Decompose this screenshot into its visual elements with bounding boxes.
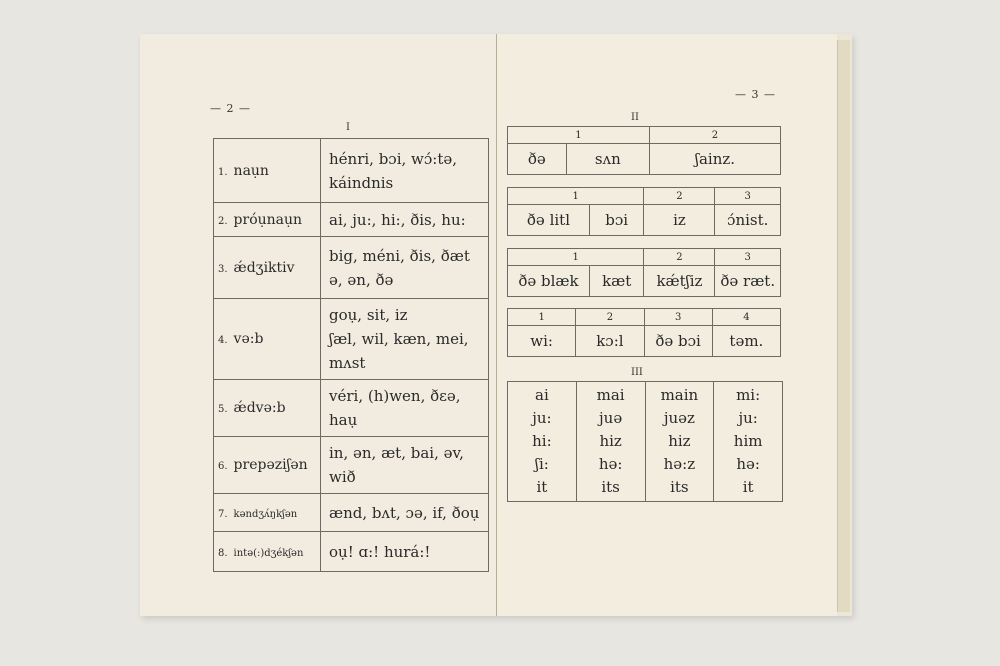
term: prepəziʃən [233,457,308,473]
table-cell: ðə litl [508,205,590,236]
term: ǽdʒiktiv [233,259,295,276]
row-number: 8. [218,547,228,559]
term: kəndʒʌ́ŋkʃən [233,508,298,520]
pronoun: its [601,478,620,496]
term-cell [214,139,321,203]
pronoun: ʃi: [534,455,549,473]
table-cell: ʃainz. [649,144,780,175]
row-number: 1. [218,166,228,178]
term-cell [214,237,321,299]
page-number-left: — 2 — [210,102,251,115]
example-line: in, ən, æt, bai, əv, wið [329,444,464,486]
row-number: 7. [218,508,228,520]
example-line: ʃæl, wil, kæn, mei, mʌst [329,330,469,372]
pronoun: hə: [736,455,760,473]
term: naụn [233,162,269,179]
examples-cell [321,203,489,237]
table-row [214,237,489,299]
term: intə(:)dʒékʃən [233,547,304,559]
pronoun: juəz [663,409,695,427]
section-title-III: III [631,367,643,378]
column-header: 1 [508,249,644,266]
example-line: goụ, sit, iz [329,306,408,324]
table-row [214,437,489,494]
term-cell [214,532,321,572]
column-header: 2 [576,309,644,326]
examples-cell [321,380,489,437]
example-line: ə, ən, ðə [329,270,394,289]
pronoun: ju: [532,409,552,427]
pronoun-column [645,382,714,502]
table-row [214,299,489,380]
column-header: 3 [715,249,781,266]
pronoun-column [714,382,783,502]
pronoun: hiz [599,432,622,450]
parts-of-speech-table [213,138,489,572]
example-line: oụ! ɑ:! hurá:! [329,542,431,561]
pronoun: juə [599,409,623,427]
examples-cell [321,237,489,299]
table-cell: kæt [589,266,644,297]
table-cell: ðə blæk [508,266,590,297]
section-title-II: II [631,112,639,123]
pronoun: it [536,478,548,496]
pronoun: mai [596,386,625,404]
sentence-table-c [507,248,781,297]
example-line: véri, (h)wen, ðɛə, haụ [329,387,461,429]
table-cell: ðə ræt. [715,266,781,297]
term-cell [214,203,321,237]
table-cell: iz [644,205,715,236]
row-number: 4. [218,335,228,346]
table-row [214,139,489,203]
pronoun: it [742,478,754,496]
term-cell [214,494,321,532]
left-page [140,34,497,616]
pronoun: main [660,386,699,404]
table-cell: təm. [712,326,780,357]
column-header: 1 [508,188,644,205]
pronoun: hə: [598,455,623,473]
examples-cell [321,299,489,380]
table-cell: ɔ́nist. [715,205,781,236]
pronoun: ju: [738,409,758,427]
row-number: 3. [218,263,228,275]
term: próụnaụn [233,211,303,228]
examples-cell [321,532,489,572]
table-cell: wi: [508,326,576,357]
sentence-table-d [507,308,781,357]
sentence-table-a [507,126,781,175]
table-cell: kǽtʃiz [644,266,715,297]
section-title-I: I [346,122,350,133]
right-page [497,34,837,616]
term: ǽdvə:b [233,400,286,416]
sentence-table-b [507,187,781,236]
pronoun: him [733,432,763,450]
open-book [140,34,852,616]
pronoun-table [507,381,783,502]
term: və:b [233,331,264,347]
page-number-right: — 3 — [735,88,776,101]
pronoun: its [670,478,689,496]
term-cell [214,380,321,437]
example-line: ai, ju:, hi:, ðis, hu: [329,210,466,229]
table-cell: kɔ:l [576,326,644,357]
row-number: 6. [218,461,228,472]
column-header: 2 [644,188,715,205]
column-header: 1 [508,127,650,144]
page-edge [837,40,850,612]
examples-cell [321,494,489,532]
term-cell [214,299,321,380]
table-row [214,532,489,572]
table-row [508,382,783,502]
example-line: káindnis [329,173,394,192]
column-header: 1 [508,309,576,326]
table-cell: ðə [508,144,567,175]
column-header: 3 [644,309,712,326]
table-row [214,203,489,237]
pronoun: hə:z [663,455,696,473]
row-number: 2. [218,215,228,227]
column-header: 2 [644,249,715,266]
table-row [214,494,489,532]
row-number: 5. [218,404,228,415]
pronoun-column [508,382,577,502]
table-row [214,380,489,437]
example-line: hénri, bɔi, wɔ́:tə, [329,149,458,168]
table-cell: ðə bɔi [644,326,712,357]
pronoun: hi: [532,432,552,450]
examples-cell [321,139,489,203]
term-cell [214,437,321,494]
pronoun-column [576,382,645,502]
column-header: 4 [712,309,780,326]
example-line: big, méni, ðis, ðæt [329,246,470,265]
column-header: 3 [715,188,781,205]
table-cell: bɔi [589,205,644,236]
pronoun: ai [535,386,549,404]
table-cell: sʌn [566,144,649,175]
column-header: 2 [649,127,780,144]
example-line: ænd, bʌt, ɔə, if, ðoụ [329,503,480,522]
pronoun: hiz [668,432,691,450]
examples-cell [321,437,489,494]
pronoun: mi: [736,386,761,404]
